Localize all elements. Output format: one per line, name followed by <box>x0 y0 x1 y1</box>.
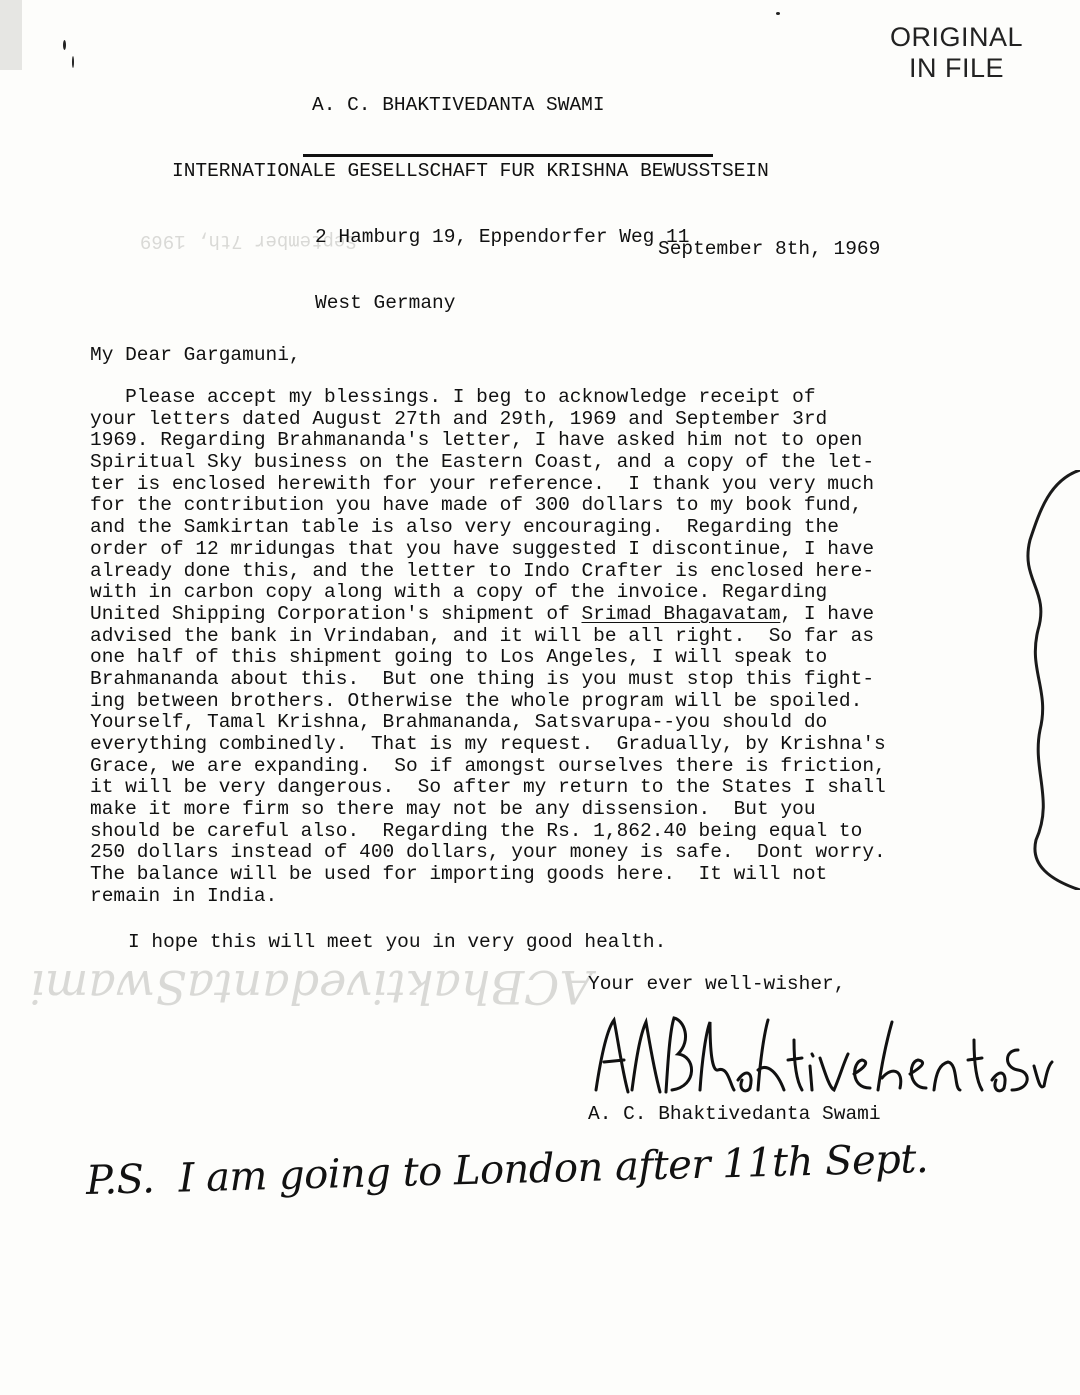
letterhead-country: West Germany <box>315 292 456 314</box>
handwritten-postscript: P.S. I am going to London after 11th Sept. <box>85 1135 929 1204</box>
body-line: Grace, we are expanding. So if amongst ourselves there is friction, <box>90 754 886 777</box>
body-line: ter is enclosed herewith for your reference. I thank you very much <box>90 472 875 495</box>
body-line: order of 12 mridungas that you have suggested I discontinue, I have <box>90 537 875 560</box>
letterhead-divider <box>303 154 713 157</box>
body-line: Spiritual Sky business on the Eastern Coast, and a copy of the let- <box>90 451 875 474</box>
body-line: Brahmananda about this. But one thing is you must stop this fight- <box>90 667 875 690</box>
body-line: advised the bank in Vrindaban, and it will be all right. So far as <box>90 624 875 647</box>
body-line: 250 dollars instead of 400 dollars, your money is safe. Dont worry. <box>90 841 886 864</box>
original-in-file-stamp <box>890 22 1023 84</box>
salutation: My Dear Gargamuni, <box>90 344 301 366</box>
letter-body <box>90 387 990 908</box>
scan-corner-mark <box>0 0 22 70</box>
body-line: ing between brothers. Otherwise the whole program will be spoiled. <box>90 689 863 712</box>
bleed-through-date: September 7th, 1969 <box>140 230 357 252</box>
scan-speck <box>63 40 66 50</box>
body-line: The balance will be used for importing goods here. It will not <box>90 863 828 886</box>
stamp-line-1: ORIGINAL <box>890 22 1024 52</box>
body-line: it will be very dangerous. So after my return to the States I shall <box>90 776 886 799</box>
body-line: make it more firm so there may not be any dissension. But you <box>90 798 816 821</box>
stamp-line-2: IN FILE <box>909 53 1005 83</box>
letter-date: September 8th, 1969 <box>658 238 881 260</box>
underlined-book-title: Srimad Bhagavatam <box>581 602 781 625</box>
body-line: everything combinedly. That is my request. Gradually, by Krishna's <box>90 733 886 755</box>
body-line: one half of this shipment going to Los Angeles, I will speak to <box>90 646 828 669</box>
bleed-through-signature: ACBhaktivedantaSwami <box>30 960 593 1014</box>
body-line: and the Samkirtan table is also very encouraging. Regarding the <box>90 516 839 539</box>
handwritten-signature <box>588 1010 1058 1100</box>
closing-line: I hope this will meet you in very good health. <box>128 931 667 953</box>
letterhead <box>172 50 769 358</box>
body-line: your letters dated August 27th and 29th, 1969 and September 3rd <box>90 407 828 430</box>
body-line: remain in India. <box>90 884 278 907</box>
body-line: should be careful also. Regarding the Rs. 1,862.40 being equal to <box>90 819 863 842</box>
scan-speck <box>776 12 780 15</box>
letterhead-organization: INTERNATIONALE GESELLSCHAFT FUR KRISHNA BEWUSSTSEIN <box>172 160 769 182</box>
scan-edge-shadow <box>1010 470 1080 890</box>
body-line: already done this, and the letter to Indo Crafter is enclosed here- <box>90 559 875 582</box>
body-line: with in carbon copy along with a copy of the invoice. Regarding <box>90 581 828 604</box>
valediction: Your ever well-wisher, <box>588 973 846 995</box>
body-line: United Shipping Corporation's shipment of Srimad Bhagavatam, I have <box>90 602 875 625</box>
body-line: Please accept my blessings. I beg to acknowledge receipt of <box>90 386 816 408</box>
scan-speck <box>72 56 74 68</box>
typed-signature-name: A. C. Bhaktivedanta Swami <box>588 1103 881 1125</box>
body-line: Yourself, Tamal Krishna, Brahmananda, Satsvarupa--you should do <box>90 711 828 734</box>
letterhead-address: 2 Hamburg 19, Eppendorfer Weg 11 <box>315 226 690 248</box>
body-line: for the contribution you have made of 300 dollars to my book fund, <box>90 494 863 517</box>
body-line: 1969. Regarding Brahmananda's letter, I have asked him not to open <box>90 429 863 452</box>
letterhead-name: A. C. BHAKTIVEDANTA SWAMI <box>312 94 605 116</box>
